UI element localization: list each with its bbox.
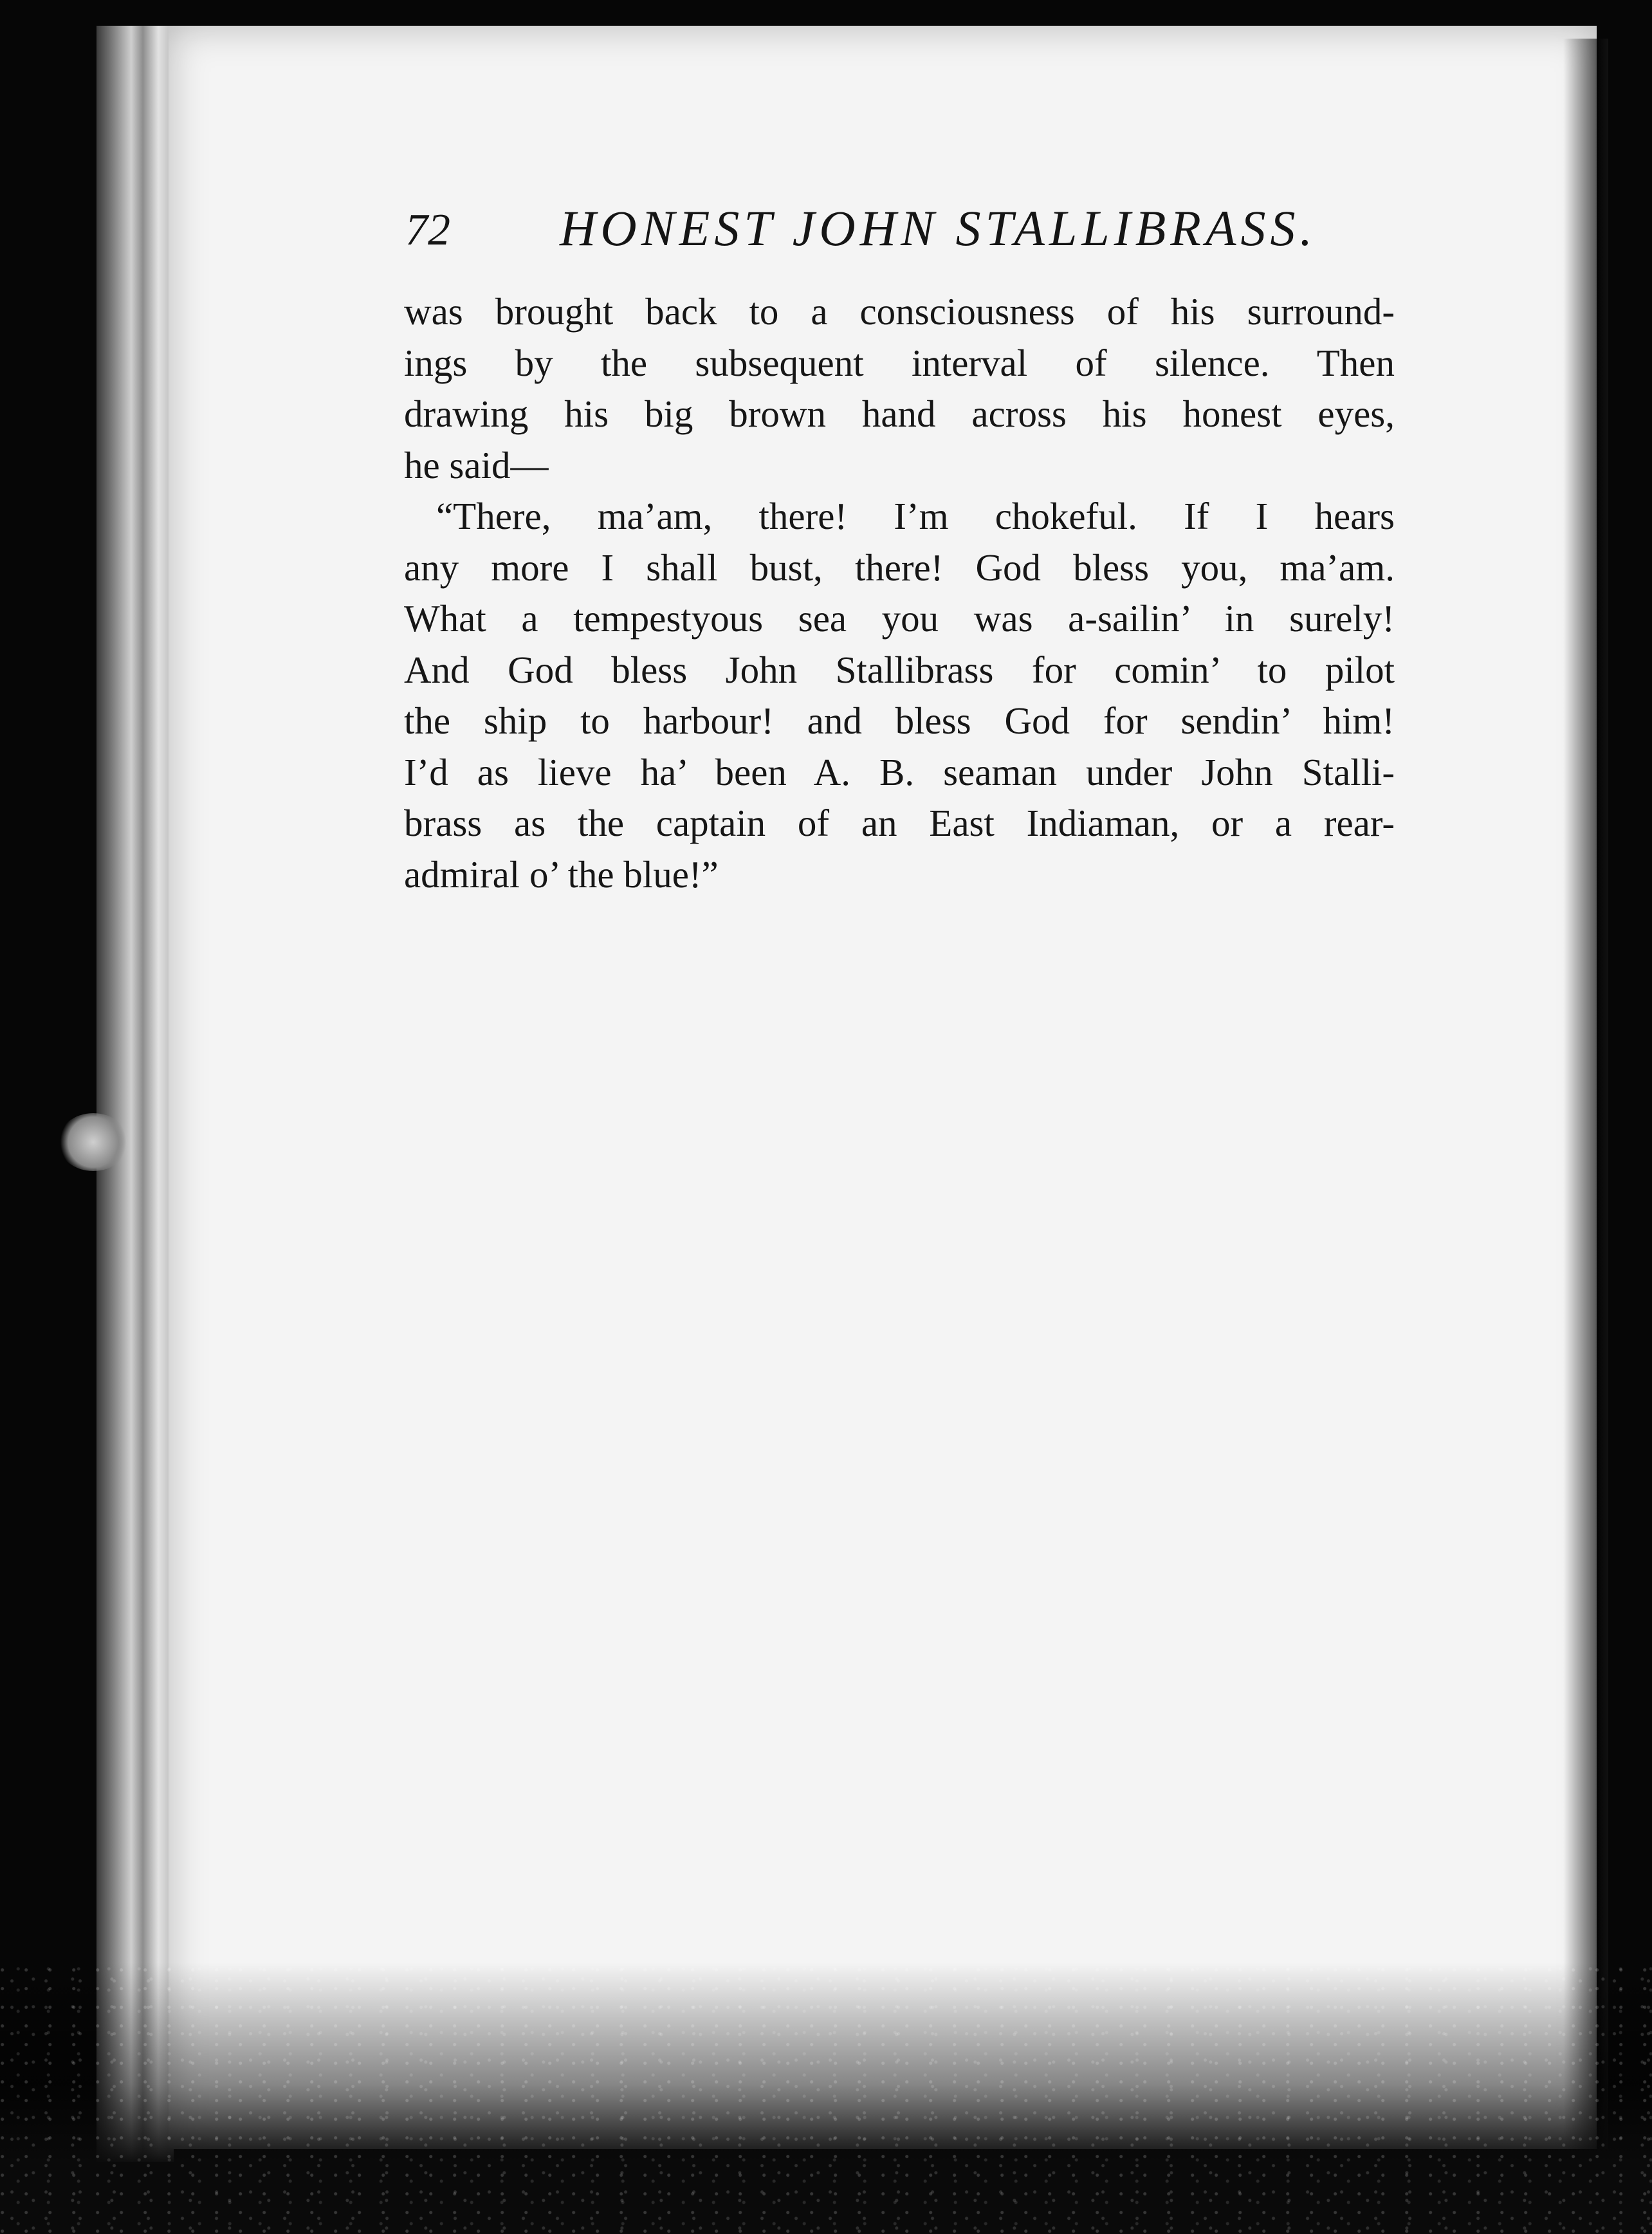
- text-line: I’d as lieve ha’ been A. B. seaman under John Stalli-: [404, 750, 1395, 793]
- text-line: drawing his big brown hand across his honest eyes,: [404, 392, 1395, 435]
- body-text: [404, 286, 1395, 900]
- text-line: ings by the subsequent interval of silence. Then: [404, 341, 1395, 384]
- page-header: [405, 199, 1317, 264]
- scan-noise: [0, 1962, 1652, 2234]
- page-number: 72: [405, 205, 450, 255]
- book-page-edges: [96, 26, 174, 2162]
- text-line: “There, ma’am, there! I’m chokeful. If I hears: [436, 495, 1395, 537]
- page-gutter-shadow: [1563, 39, 1608, 2149]
- text-line: admiral o’ the blue!”: [404, 853, 719, 896]
- scan-smudge: [58, 1113, 129, 1171]
- text-line: was brought back to a consciousness of his surround-: [404, 290, 1395, 333]
- running-head: HONEST JOHN STALLIBRASS.: [560, 200, 1317, 256]
- text-line: And God bless John Stallibrass for comin’ to pilot: [404, 648, 1395, 691]
- text-line: he said—: [404, 443, 549, 486]
- text-line: brass as the captain of an East Indiaman, or a rear-: [404, 802, 1395, 844]
- text-line: What a tempestyous sea you was a-sailin’ in surely!: [404, 597, 1395, 640]
- text-line: any more I shall bust, there! God bless you, ma’am.: [404, 546, 1395, 589]
- text-line: the ship to harbour! and bless God for sendin’ him!: [404, 699, 1395, 742]
